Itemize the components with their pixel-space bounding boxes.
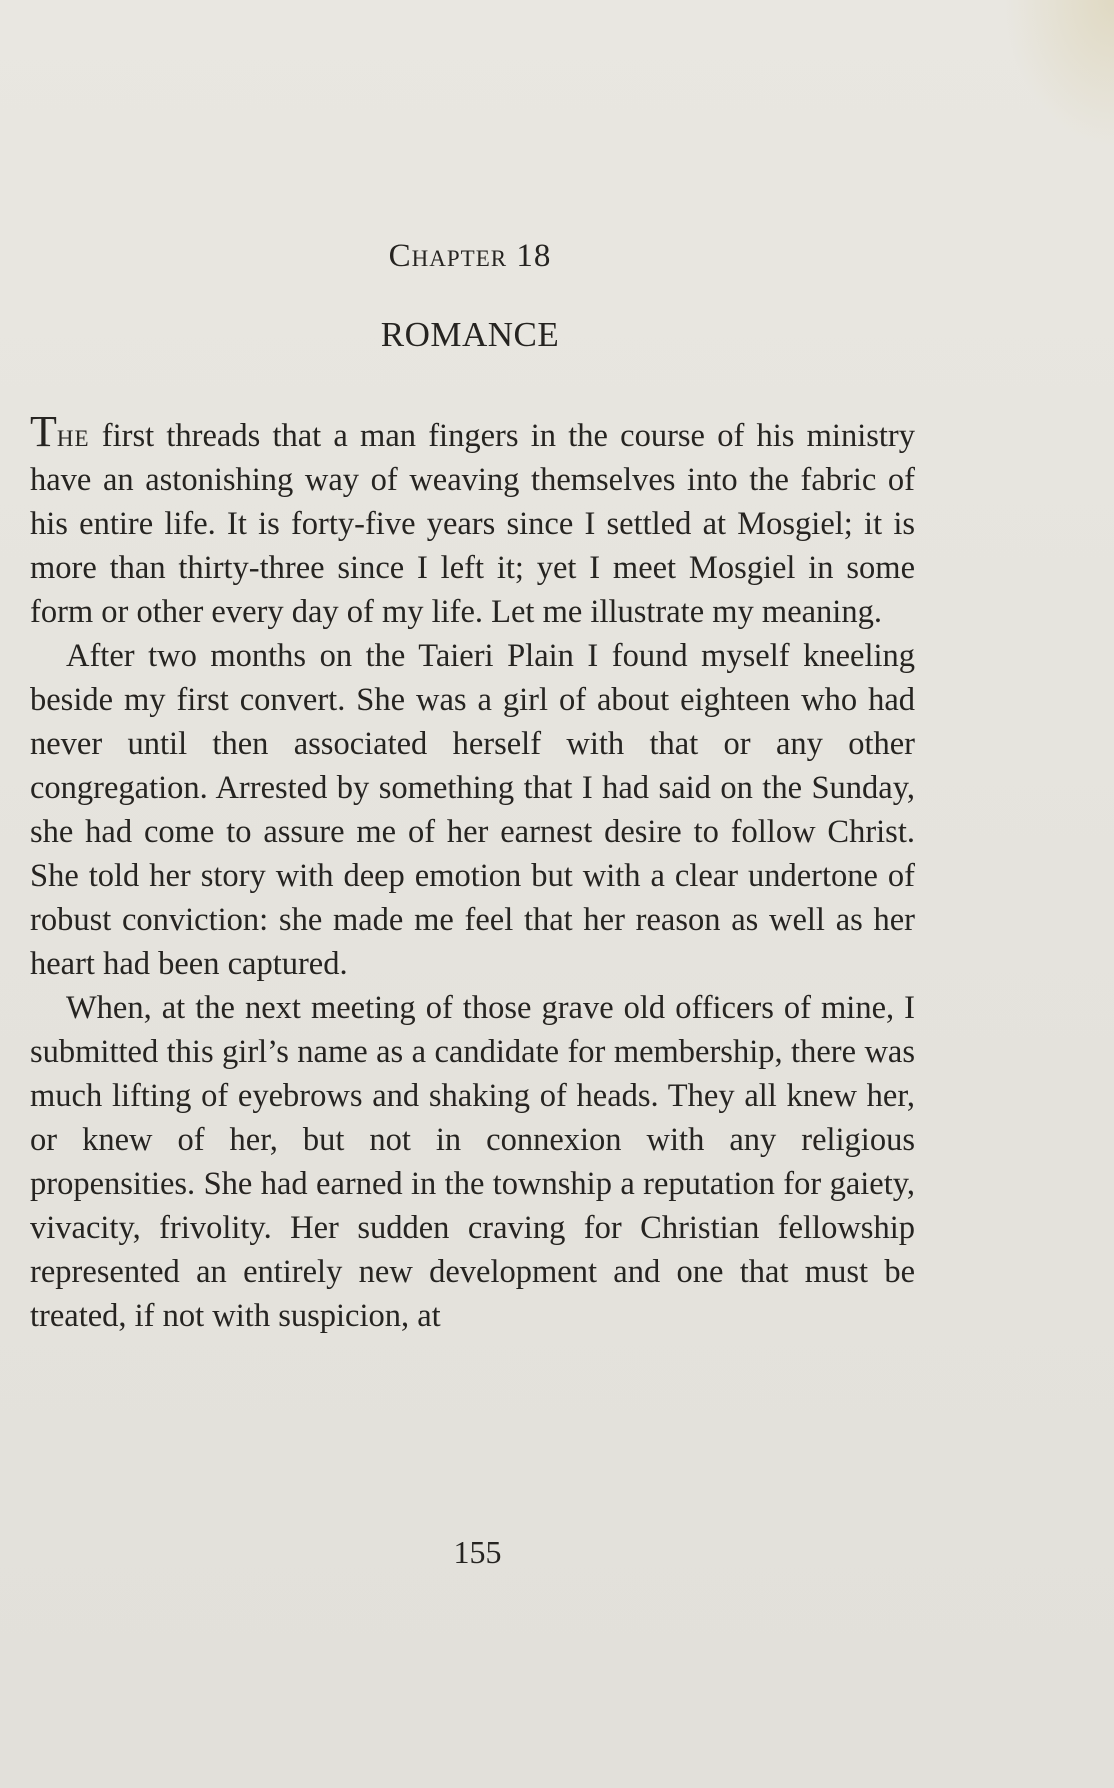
drop-initial: T [30,407,57,456]
paragraph: When, at the next meeting of those grave old officers of mine, I submitted this girl’s name as a candidate for membership, there was much lifting of eyebrows and shaking of heads. They all knew her, or knew of her, but not in connexion with any religious propensities. She had earned in the township a reputation for gaiety, vivacity, frivolity. Her sudden craving for Christian fellowship represented an entirely new development and one that must be treated, if not with suspicion, at [30,990,915,1334]
paragraph-text: first threads that a man fingers in the course of his ministry have an astonishing way of weaving themselves into the fabric of his entire life. It is forty-five years since I settled at Mosgiel; it is more than thirty-three since I left it; yet I meet Mosgiel in some form or other every day of my life. Let me illustrate my meaning. [30,418,915,630]
chapter-title: ROMANCE [380,315,560,354]
lead-small-caps: he [56,418,90,454]
body-text [30,407,915,1338]
page-number: 155 [453,1534,502,1570]
paragraph: After two months on the Taieri Plain I found myself kneeling beside my first convert. She was a girl of about eighteen who had never until then associated herself with that or any other congregation. Arrested by something that I had said on the Sunday, she had come to assure me of her earnest desire to follow Christ. She told her story with deep emotion but with a clear undertone of robust conviction: she made me feel that her reason as well as her heart had been captured. [30,638,915,982]
paragraph [30,407,915,634]
page-edge-discoloration [1004,0,1114,150]
chapter-number: Chapter 18 [388,238,552,274]
